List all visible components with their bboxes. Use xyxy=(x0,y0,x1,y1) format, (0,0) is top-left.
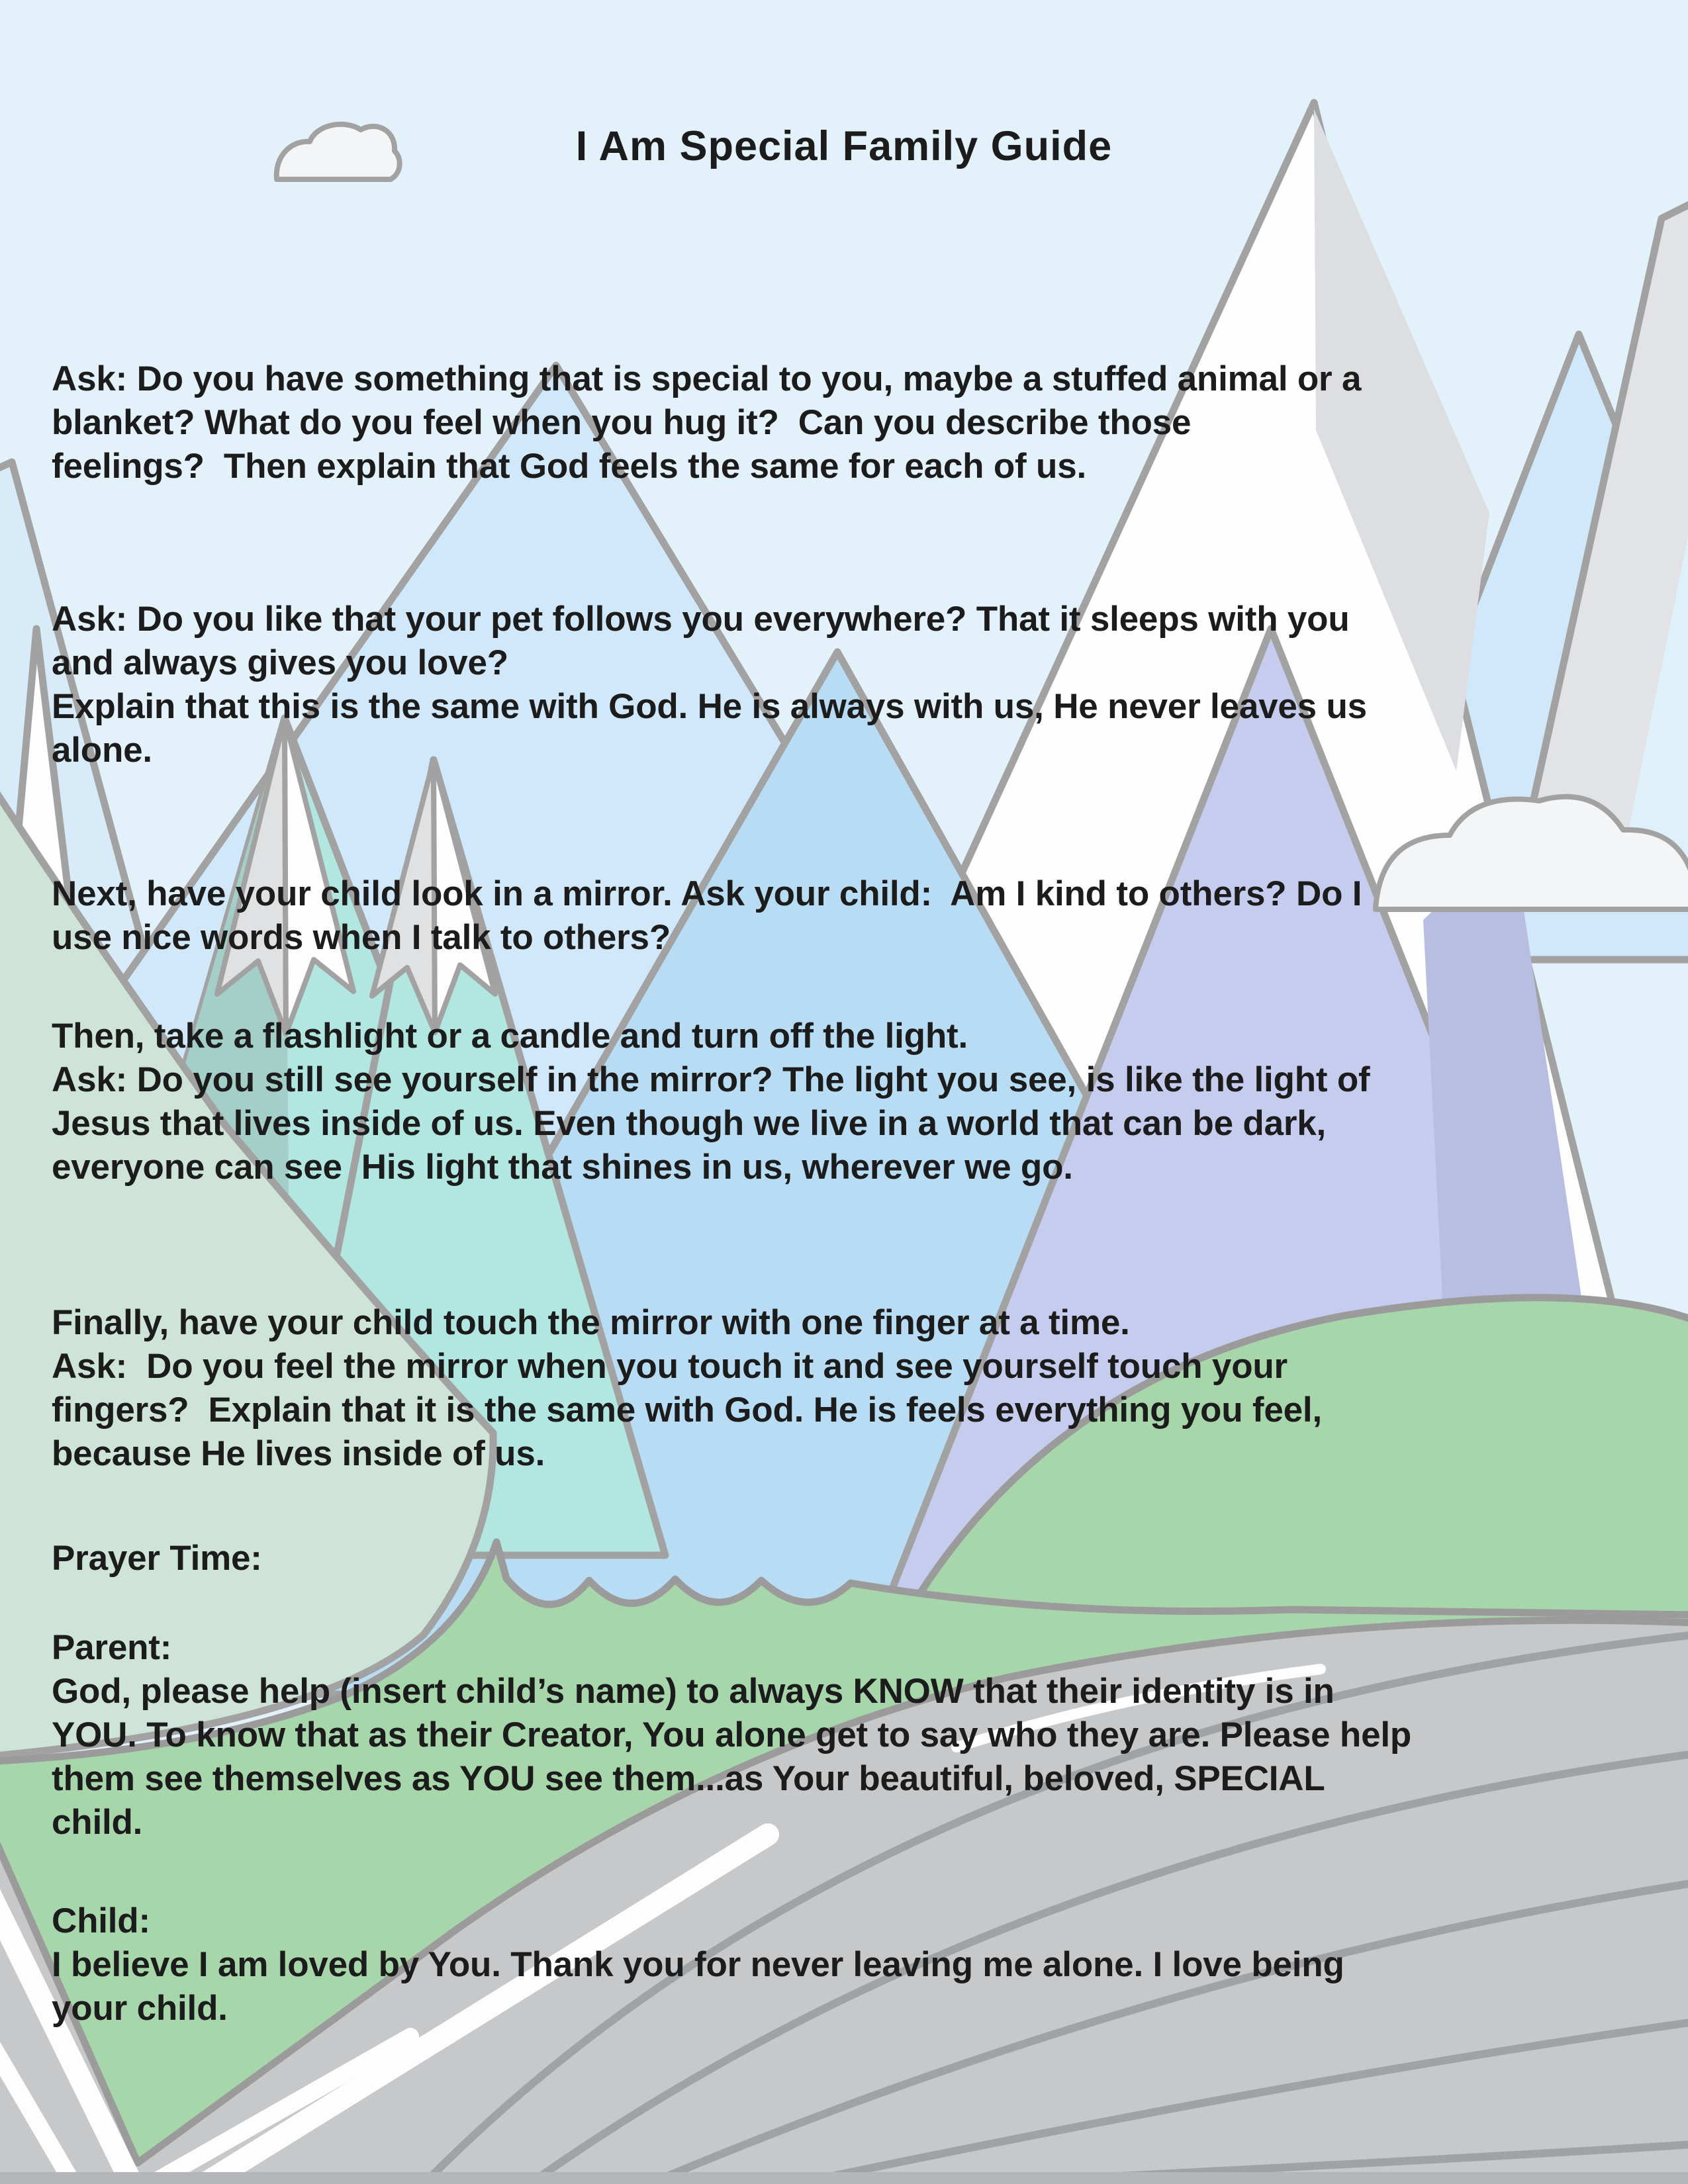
text-line: blanket? What do you feel when you hug it? Can you describe those xyxy=(52,403,1192,442)
paragraph-ask-special-item xyxy=(52,357,1668,488)
paragraph-touch-mirror-step xyxy=(52,1301,1668,1476)
text-line: alone. xyxy=(52,731,152,770)
page-title: I Am Special Family Guide xyxy=(575,123,1113,169)
paragraph-mirror-step xyxy=(52,872,1668,960)
text-line: and always gives you love? xyxy=(52,643,508,682)
text-line: YOU. To know that as their Creator, You alone get to say who they are. Please help xyxy=(52,1715,1412,1754)
paragraph-flashlight-step xyxy=(52,1015,1668,1189)
text-line: them see themselves as YOU see them...as Your beautiful, beloved, SPECIAL xyxy=(52,1759,1325,1798)
text-line: Ask: Do you have something that is special to you, maybe a stuffed animal or a xyxy=(52,359,1362,398)
road-bottom-strip xyxy=(0,2172,1688,2184)
text-line: Finally, have your child touch the mirror with one finger at a time. xyxy=(52,1303,1130,1342)
text-line: Child: xyxy=(52,1901,150,1940)
text-line: use nice words when I talk to others? xyxy=(52,918,671,957)
text-line: Explain that this is the same with God. He is always with us, He never leaves us xyxy=(52,687,1367,726)
text-line: Ask: Do you feel the mirror when you touch it and see yourself touch your xyxy=(52,1347,1288,1386)
text-line: Jesus that lives inside of us. Even though we live in a world that can be dark, xyxy=(52,1104,1327,1143)
text-line: Then, take a flashlight or a candle and turn off the light. xyxy=(52,1017,968,1056)
text-line: Parent: xyxy=(52,1628,172,1667)
paragraph-ask-pet xyxy=(52,598,1668,772)
text-line: child. xyxy=(52,1803,143,1842)
prayer-time-heading xyxy=(52,1537,1668,1580)
paragraph-parent-prayer xyxy=(52,1626,1668,1844)
text-line: Next, have your child look in a mirror. Ask your child: Am I kind to others? Do I xyxy=(52,874,1362,913)
text-line: I believe I am loved by You. Thank you for never leaving me alone. I love being xyxy=(52,1945,1344,1984)
text-line: everyone can see His light that shines in us, wherever we go. xyxy=(52,1148,1073,1187)
text-line: Prayer Time: xyxy=(52,1539,262,1578)
text-line: fingers? Explain that it is the same with God. He is feels everything you feel, xyxy=(52,1390,1322,1430)
text-line: Ask: Do you like that your pet follows you everywhere? That it sleeps with you xyxy=(52,600,1350,639)
paragraph-child-prayer xyxy=(52,1899,1668,2030)
text-line: feelings? Then explain that God feels the same for each of us. xyxy=(52,447,1087,486)
text-line: God, please help (insert child’s name) to always KNOW that their identity is in xyxy=(52,1672,1335,1711)
text-line: your child. xyxy=(52,1989,228,2028)
text-line: Ask: Do you still see yourself in the mirror? The light you see, is like the light of xyxy=(52,1060,1370,1099)
text-line: because He lives inside of us. xyxy=(52,1434,545,1473)
